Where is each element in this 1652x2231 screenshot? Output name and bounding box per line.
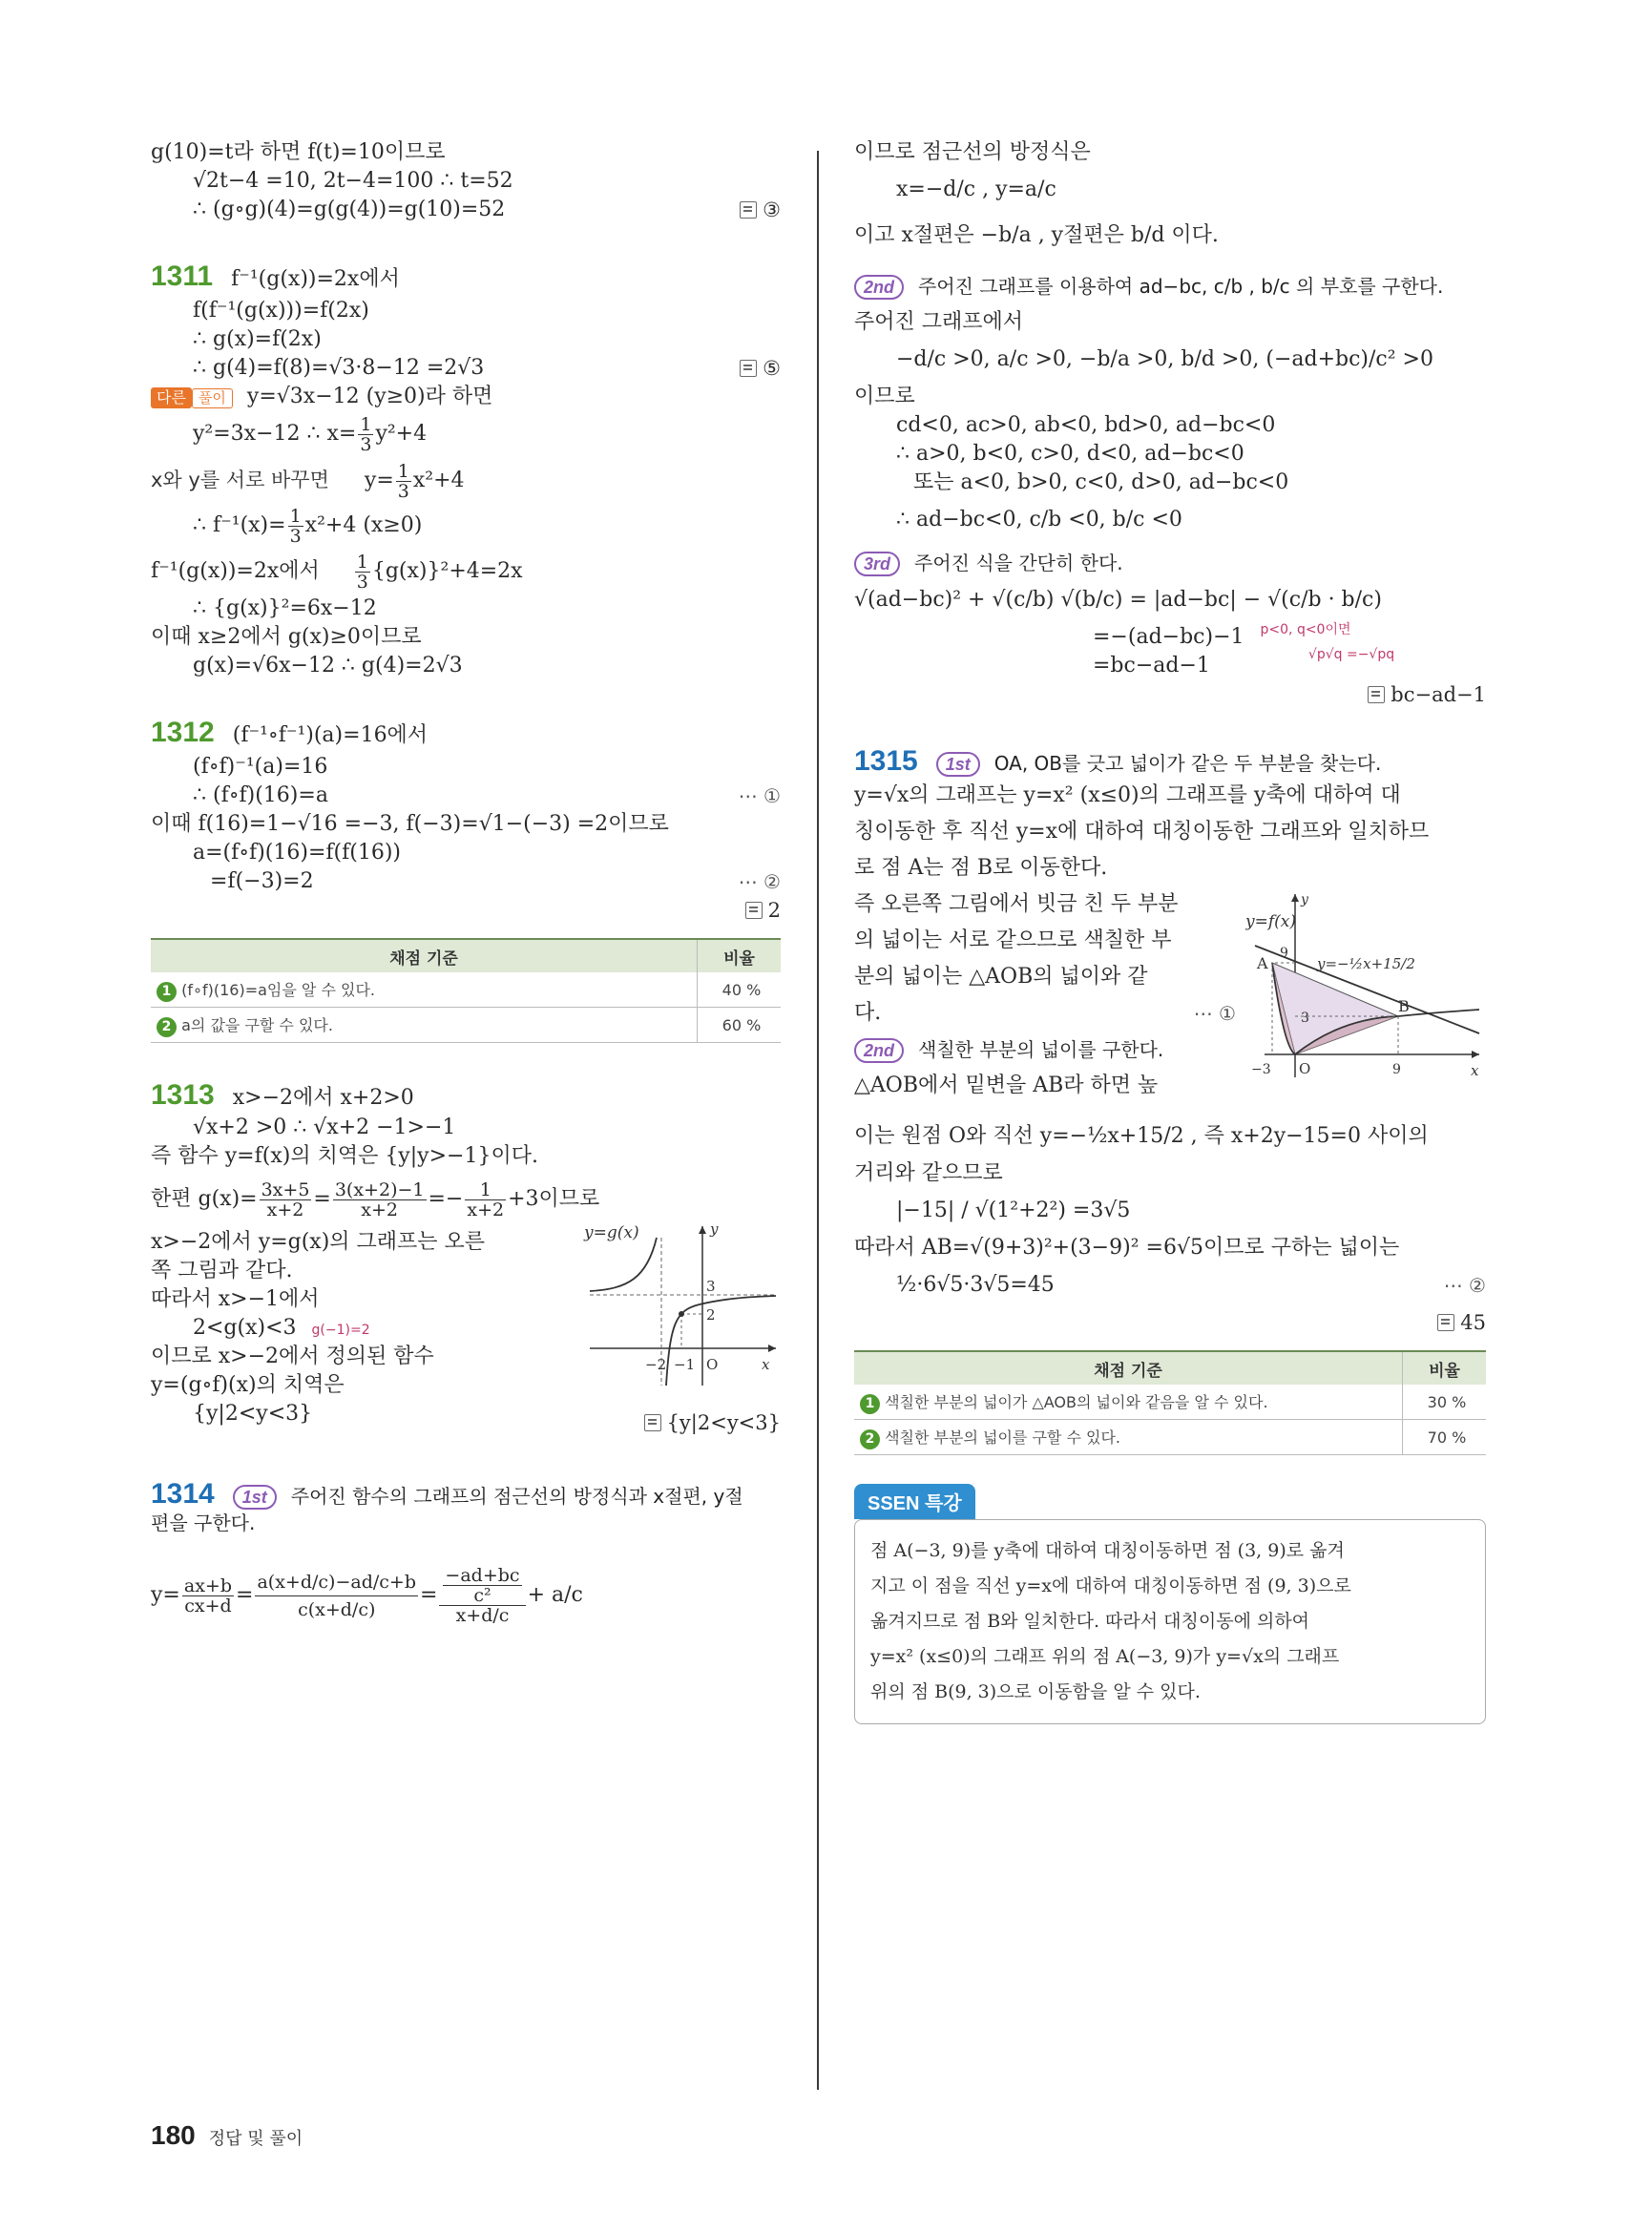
equation: =− <box>428 1187 464 1211</box>
table-row <box>854 1420 1486 1455</box>
problem-1315-body <box>854 890 1486 1114</box>
text-line: 이는 원점 O와 직선 y=−½x+15/2 , 즉 x+2y−15=0 사이의 <box>854 1124 1429 1148</box>
text-line <box>151 1509 781 1537</box>
answer-icon <box>644 1414 661 1431</box>
step-marker: ⋯ ② <box>1443 1274 1486 1297</box>
text-line <box>151 1314 571 1343</box>
equation: x>−2에서 x+2>0 <box>232 1086 414 1110</box>
text-line <box>854 1308 1486 1337</box>
problem-1311-header <box>151 262 781 291</box>
denominator: c(x+d/c) <box>298 1598 376 1620</box>
step-label-2nd: 2nd <box>854 275 904 300</box>
step-label-3rd: 3rd <box>854 552 900 576</box>
step-2nd-line <box>854 272 1486 301</box>
answer-mark <box>644 1411 781 1434</box>
text-line <box>151 411 781 457</box>
equation: =bc−ad−1 <box>1093 654 1210 678</box>
text-line: g(10)=t라 하면 f(t)=10이므로 <box>151 140 446 164</box>
table-row <box>151 1008 781 1043</box>
text-line <box>151 867 781 896</box>
tick-label: 2 <box>706 1306 716 1324</box>
table-cell: 40 % <box>698 972 782 1008</box>
denominator: x+2 <box>361 1199 399 1220</box>
graph-1315 <box>1245 890 1486 1081</box>
tick-label: 9 <box>1392 1062 1401 1077</box>
fraction <box>355 553 370 592</box>
problem-1314-header <box>151 1480 781 1509</box>
point-label-a: A <box>1257 954 1268 972</box>
text-line: 쪽 그림과 같다. <box>151 1259 293 1282</box>
numerator: 3(x+2)−1 <box>334 1178 425 1200</box>
equation: x²+4 <box>412 469 465 492</box>
numerator: 1 <box>289 505 302 527</box>
axis-label-y: y <box>1301 892 1308 907</box>
text-line: 의 넓이는 서로 같으므로 색칠한 부 <box>854 928 1172 952</box>
scoring-table <box>151 938 781 1043</box>
text-line: 로 점 A는 점 B로 이동한다. <box>854 856 1108 880</box>
graph-1313 <box>580 1219 781 1390</box>
equation: =f(−3)=2 <box>210 869 314 893</box>
circled-number-icon: 1 <box>157 982 177 1002</box>
text-line: √x+2 >0 ∴ √x+2 −1>−1 <box>193 1116 456 1139</box>
denominator: 3 <box>397 480 409 502</box>
denominator: x+d/c <box>455 1605 510 1626</box>
denominator: cx+d <box>184 1595 232 1616</box>
text-line: f(f⁻¹(g(x)))=f(2x) <box>193 299 369 323</box>
answer-value: bc−ad−1 <box>1391 683 1486 706</box>
numerator: 1 <box>465 1180 506 1200</box>
fraction <box>358 415 373 454</box>
answer-value: ③ <box>763 198 781 221</box>
equation: + a/c <box>527 1583 583 1607</box>
text-line: a=(f∘f)(16)=f(f(16)) <box>193 841 401 865</box>
denominator: x+2 <box>266 1199 304 1220</box>
text-line: 따라서 AB=√(9+3)²+(3−9)² =6√5이므로 구하는 넓이는 <box>854 1236 1400 1260</box>
equation: ∴ (f∘f)(16)=a <box>193 783 328 807</box>
right-column <box>854 138 1486 1724</box>
step-2nd-line <box>854 1035 1236 1072</box>
step-description: 주어진 식을 간단히 한다. <box>914 552 1123 574</box>
text-line <box>854 647 1486 680</box>
step-label-2nd: 2nd <box>854 1038 904 1063</box>
step-description: OA, OB를 긋고 넓이가 같은 두 부분을 찾는다. <box>993 752 1382 775</box>
page-number: 180 <box>151 2120 196 2150</box>
text-line <box>151 549 781 594</box>
answer-icon <box>745 902 763 919</box>
equation: ∴ f⁻¹(x)= <box>193 513 286 537</box>
fraction <box>439 1566 525 1625</box>
line-label: y=−½x+15/2 <box>1317 955 1415 972</box>
answer-icon <box>1368 686 1385 703</box>
text-line: ∴ ad−bc<0, c/b <0, b/c <0 <box>896 508 1182 532</box>
text-line <box>854 999 1236 1035</box>
text-line: ∴ g(x)=f(2x) <box>193 327 322 351</box>
equation: f⁻¹(g(x))=2x에서 <box>231 267 400 291</box>
text-line: cd<0, ac>0, ab<0, bd>0, ad−bc<0 <box>896 413 1276 437</box>
step-description: 색칠한 부분의 넓이를 구한다. <box>918 1038 1164 1061</box>
ssen-line: 위의 점 B(9, 3)으로 이동함을 알 수 있다. <box>870 1681 1201 1702</box>
axis-label-x: x <box>762 1356 770 1373</box>
ssen-line: 점 A(−3, 9)를 y축에 대하여 대칭이동하면 점 (3, 9)로 옮겨 <box>870 1540 1345 1561</box>
numerator <box>439 1566 525 1606</box>
problem-number: 1312 <box>151 717 215 748</box>
alt-solution-line <box>151 383 781 411</box>
tick-label: −2 <box>645 1356 667 1373</box>
equation: y²=3x−12 ∴ x= <box>193 422 357 446</box>
text-line <box>854 680 1486 709</box>
answer-mark <box>740 354 781 383</box>
annotation: g(−1)=2 <box>311 1323 370 1338</box>
answer-icon <box>1437 1314 1454 1331</box>
equation: y²+4 <box>375 422 428 446</box>
step-label-1st: 1st <box>936 752 980 777</box>
equation: = <box>236 1583 254 1607</box>
answer-icon <box>740 360 757 377</box>
text-line: {y|2<y<3} <box>193 1402 313 1426</box>
equation: ½·6√5·3√5=45 <box>896 1273 1055 1297</box>
step-marker: ⋯ ② <box>738 870 781 893</box>
fraction <box>333 1180 427 1220</box>
denominator: x+2 <box>467 1199 505 1220</box>
text-line: 주어진 그래프에서 <box>854 310 1024 334</box>
text-line <box>151 782 781 810</box>
numerator: ax+b <box>183 1574 233 1596</box>
text-line: x=−d/c , y=a/c <box>896 177 1056 201</box>
point-label-b: B <box>1398 997 1410 1015</box>
text-line: g(x)=√6x−12 ∴ g(4)=2√3 <box>193 654 463 678</box>
step-description: 편을 구한다. <box>151 1512 256 1534</box>
circled-number-icon: 2 <box>157 1017 177 1037</box>
annotation: p<0, q<0이면 <box>1260 622 1351 637</box>
answer-mark <box>740 196 781 224</box>
graph-label: y=g(x) <box>584 1223 639 1242</box>
equation: 2<g(x)<3 <box>193 1316 297 1340</box>
fraction <box>443 1566 521 1605</box>
table-header: 채점 기준 <box>854 1351 1403 1385</box>
answer-value: {y|2<y<3} <box>666 1411 781 1434</box>
text-line: 따라서 x>−1에서 <box>151 1287 320 1311</box>
denominator: 3 <box>289 525 302 547</box>
numerator: −ad+bc <box>445 1565 520 1586</box>
text-line <box>151 503 781 549</box>
equation: +3이므로 <box>508 1187 600 1211</box>
text-line <box>151 354 781 383</box>
denominator: 3 <box>360 433 372 455</box>
text-line <box>151 896 781 925</box>
problem-number: 1311 <box>151 261 214 292</box>
step-description: 주어진 함수의 그래프의 점근선의 방정식과 x절편, y절 <box>290 1485 743 1508</box>
table-row <box>151 972 781 1008</box>
table-cell: 30 % <box>1403 1385 1487 1420</box>
ssen-line: 옮겨지므로 점 B와 일치한다. 따라서 대칭이동에 의하여 <box>870 1611 1310 1632</box>
annotation: √p√q =−√pq <box>1307 647 1395 662</box>
text-line: (f∘f)⁻¹(a)=16 <box>193 755 328 779</box>
ssen-tab: SSEN 특강 <box>854 1484 975 1519</box>
text-line: 이므로 <box>854 385 915 408</box>
text-line: ∴ {g(x)}²=6x−12 <box>193 596 377 620</box>
alt-solution-badge: 다른 <box>151 387 192 408</box>
answer-value: 2 <box>767 899 781 922</box>
circled-number-icon: 2 <box>860 1429 880 1449</box>
left-column <box>151 138 781 1648</box>
fraction <box>260 1180 312 1220</box>
step-marker: ⋯ ① <box>738 784 781 807</box>
text-line: 칭이동한 후 직선 y=x에 대하여 대칭이동한 그래프와 일치하므 <box>854 820 1430 844</box>
equation: = <box>419 1583 438 1607</box>
text-line <box>854 1262 1486 1308</box>
answer-mark <box>745 896 781 925</box>
equation: ∴ g(4)=f(8)=√3·8−12 =2√3 <box>193 356 485 380</box>
axis-label-y: y <box>710 1220 719 1238</box>
tick-label: −1 <box>674 1356 696 1373</box>
numerator: a(x+d/c)−ad/c+b <box>255 1569 418 1596</box>
problem-1313-body <box>151 1220 781 1467</box>
fraction <box>396 462 411 501</box>
scoring-table <box>854 1350 1486 1455</box>
problem-1313-header <box>151 1081 781 1110</box>
numerator: 1 <box>356 551 368 573</box>
equation: x²+4 (x≥0) <box>304 513 423 537</box>
equation: = <box>313 1187 331 1211</box>
table-header: 비율 <box>698 939 782 972</box>
column-divider <box>817 151 819 2090</box>
tick-label: 3 <box>706 1278 716 1295</box>
denominator: c² <box>473 1585 491 1606</box>
text-line <box>151 196 781 224</box>
text-line: 이때 f(16)=1−√16 =−3, f(−3)=√1−(−3) =2이므로 <box>151 812 669 836</box>
equation: {g(x)}²+4=2x <box>371 559 523 583</box>
text-line: 이므로 x>−2에서 정의된 함수 <box>151 1345 434 1368</box>
equation: y= <box>364 469 394 492</box>
numerator: 1 <box>360 413 372 435</box>
equation: y= <box>151 1583 180 1607</box>
problem-number: 1314 <box>151 1478 215 1510</box>
problem-1315-header <box>854 747 1486 776</box>
fraction <box>255 1569 418 1623</box>
equation-1314 <box>151 1543 781 1648</box>
text-line <box>151 457 781 503</box>
ssen-section <box>854 1484 1486 1724</box>
answer-mark <box>1368 680 1486 709</box>
problem-number: 1313 <box>151 1079 215 1111</box>
ssen-box <box>854 1519 1486 1724</box>
circled-number-icon: 1 <box>860 1394 880 1414</box>
fraction <box>465 1180 506 1220</box>
step-3rd-line <box>854 549 1486 577</box>
fraction <box>288 507 303 546</box>
problem-number: 1315 <box>854 745 918 777</box>
equation: (f⁻¹∘f⁻¹)(a)=16에서 <box>232 723 429 747</box>
axis-label-x: x <box>1471 1062 1479 1079</box>
text-line: 즉 함수 y=f(x)의 치역은 {y|y>−1}이다. <box>151 1144 538 1168</box>
text-line: 즉 오른쪽 그림에서 빗금 친 두 부분 <box>854 892 1179 916</box>
equation: f⁻¹(g(x))=2x에서 <box>151 559 320 583</box>
table-header: 채점 기준 <box>151 939 698 972</box>
text-line: x>−2에서 y=g(x)의 그래프는 오른 <box>151 1230 486 1254</box>
text: 다. <box>854 1001 882 1025</box>
table-row <box>854 1385 1486 1420</box>
text-line: |−15| / √(1²+2²) =3√5 <box>896 1199 1131 1222</box>
tick-label: 3 <box>1301 1011 1309 1026</box>
answer-icon <box>740 201 757 219</box>
table-cell: 70 % <box>1403 1420 1487 1455</box>
equation: 한편 g(x)= <box>151 1187 258 1211</box>
answer-value: 45 <box>1460 1311 1486 1334</box>
text-line: √2t−4 =10, 2t−4=100 ∴ t=52 <box>193 169 513 193</box>
table-header: 비율 <box>1403 1351 1487 1385</box>
ssen-line: y=x² (x≤0)의 그래프 위의 점 A(−3, 9)가 y=√x의 그래프 <box>870 1646 1340 1667</box>
text-line: 이때 x≥2에서 g(x)≥0이므로 <box>151 625 422 649</box>
table-cell: (f∘f)(16)=a임을 알 수 있다. <box>181 980 375 999</box>
equation: =−(ad−bc)−1 <box>1093 625 1244 649</box>
table-cell: a의 값을 구할 수 있다. <box>181 1015 333 1034</box>
text-line: y=(g∘f)(x)의 치역은 <box>151 1373 345 1397</box>
text-line: 분의 넓이는 △AOB의 넓이와 같 <box>854 965 1148 989</box>
text-line: y=√x의 그래프는 y=x² (x≤0)의 그래프를 y축에 대하여 대 <box>854 783 1401 807</box>
step-marker: ⋯ ① <box>1193 1002 1236 1025</box>
tick-label: O <box>706 1356 719 1373</box>
equation: y=√3x−12 (y≥0)라 하면 <box>246 385 493 408</box>
text-line: 이므로 점근선의 방정식은 <box>854 140 1091 164</box>
denominator: 3 <box>356 571 368 593</box>
page-title: 정답 및 풀이 <box>208 2129 303 2149</box>
page-footer <box>151 2120 303 2151</box>
problem-1312-header <box>151 719 781 747</box>
text-line: 또는 a<0, b>0, c<0, d>0, ad−bc<0 <box>913 470 1289 494</box>
table-cell: 색칠한 부분의 넓이가 △AOB의 넓이와 같음을 알 수 있다. <box>885 1392 1268 1411</box>
text-line: ∴ a>0, b<0, c>0, d<0, ad−bc<0 <box>896 442 1244 466</box>
answer-value: ⑤ <box>763 357 781 380</box>
ssen-line: 지고 이 점을 직선 y=x에 대하여 대칭이동하면 점 (9, 3)으로 <box>870 1575 1351 1596</box>
step-label-1st: 1st <box>233 1485 277 1510</box>
fraction <box>182 1576 234 1616</box>
text-line: 이고 x절편은 −b/a , y절편은 b/d 이다. <box>854 223 1219 247</box>
equation: ∴ (g∘g)(4)=g(g(4))=g(10)=52 <box>193 198 506 221</box>
step-description: 주어진 그래프를 이용하여 ad−bc, c/b , b/c 의 부호를 구한다. <box>918 275 1444 298</box>
table-cell: 60 % <box>698 1008 782 1043</box>
tick-label: −3 <box>1251 1062 1271 1077</box>
table-cell: 색칠한 부분의 넓이를 구할 수 있다. <box>885 1428 1120 1447</box>
alt-solution-badge2: 풀이 <box>192 388 233 408</box>
numerator: 1 <box>397 460 409 482</box>
text-line: 거리와 같으므로 <box>854 1161 1003 1185</box>
numerator: 3x+5 <box>261 1178 310 1200</box>
answer-mark <box>1437 1308 1486 1337</box>
text-line: −d/c >0, a/c >0, −b/a >0, b/d >0, (−ad+bc)/c² >0 <box>896 347 1433 371</box>
text-line: √(ad−bc)² + √(c/b) √(b/c) = |ad−bc| − √(c/b · b/c) <box>854 588 1382 612</box>
tick-label: 9 <box>1280 946 1288 961</box>
text-line: △AOB에서 밑변을 AB라 하면 높 <box>854 1074 1159 1097</box>
origin-label: O <box>1299 1060 1311 1077</box>
graph-label: y=f(x) <box>1245 912 1296 931</box>
text: x와 y를 서로 바꾸면 <box>151 469 329 491</box>
